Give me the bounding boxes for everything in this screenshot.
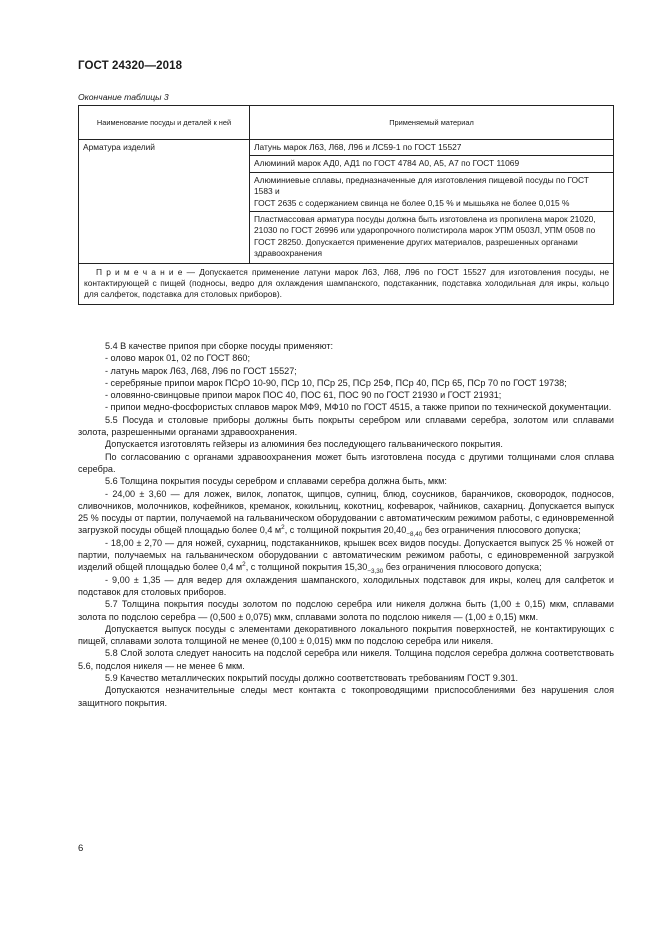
column-header-material: Применяемый материал bbox=[250, 106, 614, 140]
text-run: , с толщиной покрытия 20,40 bbox=[284, 525, 407, 536]
list-item bbox=[78, 537, 614, 574]
text-run: - 18,00 ± 2,70 — для ножей, сухарниц, подстаканников, крышек всех видов посуды. Допускается выпуск 25 % ножей от партии, получаемых на гальваническом оборудовании с автоматическим режимом работы, с единовременной загрузкой изделий общей площадью более 0,4 м bbox=[78, 537, 614, 573]
document-body bbox=[78, 340, 614, 709]
table-note-row bbox=[79, 263, 614, 304]
text-run: - 24,00 ± 3,60 — для ложек, вилок, лопаток, щипцов, супниц, блюд, соусников, баранчиков, сковородок, подносов, сливочников, молочников, кофейников, креманок, кокильниц, кокотниц, кофеварок, чайников, сахарниц. Допускается выпуск 25 % посуды от партии, получаемой на гальваническом оборудовании с автоматическим режимом работы, с единовременной загрузкой посуды общей площадью более 0,4 м bbox=[78, 488, 614, 536]
materials-table bbox=[78, 105, 614, 305]
subscript: −3,30 bbox=[367, 568, 384, 576]
paragraph: Допускается выпуск посуды с элементами декоративного локального покрытия поверхностей, не контактирующих с пищей, сплавами золота толщиной не менее (0,100 ± 0,015) мкм по подслою серебра или никеля. bbox=[78, 623, 614, 647]
item-name-cell: Арматура изделий bbox=[79, 140, 250, 264]
material-cell: Латунь марок Л63, Л68, Л96 и ЛС59-1 по ГОСТ 15527 bbox=[250, 140, 614, 156]
table-note bbox=[79, 263, 614, 304]
list-item: - олово марок 01, 02 по ГОСТ 860; bbox=[105, 353, 250, 364]
note-text: — Допускается применение латуни марок Л63, Л68, Л96 по ГОСТ 15527 для изготовления посуды, не контактирующей с пищей (подносы, ведро для охлаждения шампанского, подстаканник, подставка холодильная для икры, кольцо для салфеток, подставка для столовых приборов). bbox=[84, 266, 609, 300]
subscript: −8,40 bbox=[406, 531, 423, 539]
table-caption: Окончание таблицы 3 bbox=[78, 92, 169, 102]
text-run: , с толщиной покрытия 15,30 bbox=[245, 562, 368, 573]
text-run: без ограничения плюсового допуска; bbox=[383, 562, 542, 573]
section-5-4: 5.4 В качестве припоя при сборке посуды применяют: bbox=[105, 341, 334, 351]
note-label: П р и м е ч а н и е bbox=[96, 266, 183, 277]
material-cell bbox=[250, 172, 614, 211]
section-5-7: 5.7 Толщина покрытия посуды золотом по подслою серебра или никеля должна быть (1,00 ± 0,15) мкм, сплавами золота по подслою серебра — (0,500 ± 0,075) мкм, сплавами золота по подслою никеля — (1,00 ± 0,15) мкм. bbox=[78, 599, 614, 622]
list-item: - оловянно-свинцовые припои марок ПОС 40, ПОС 61, ПОС 90 по ГОСТ 21930 и ГОСТ 21931; bbox=[105, 390, 502, 401]
paragraph: По согласованию с органами здравоохранения может быть изготовлена посуда с другими толщинами слоя сплава серебра. bbox=[78, 451, 614, 474]
material-line: Алюминиевые сплавы, предназначенные для изготовления пищевой посуды по ГОСТ 1583 и bbox=[254, 174, 589, 197]
section-5-6: 5.6 Толщина покрытия посуды серебром и сплавами серебра должна быть, мкм: bbox=[105, 476, 447, 487]
list-item: - латунь марок Л63, Л68, Л96 по ГОСТ 15527; bbox=[105, 365, 297, 376]
list-item: - серебряные припои марок ПСрО 10-90, ПСр 10, ПСр 25, ПСр 25Ф, ПСр 40, ПСр 65, ПСр 70 по ГОСТ 19738; bbox=[105, 377, 567, 388]
superscript: 2 bbox=[281, 524, 285, 532]
material-cell: Пластмассовая арматура посуды должна быть изготовлена из пропилена марок 21020, 21030 по ГОСТ 26996 или ударопрочного полистирола марок УПМ 0503Л, УПМ 0508 по ГОСТ 28250. Допускается применение других материалов, разрешенных органами здравоохранения bbox=[250, 212, 614, 264]
list-item: - 9,00 ± 1,35 — для ведер для охлаждения шампанского, холодильных подставок для икры, колец для салфеток и подставок для столовых приборов. bbox=[78, 574, 614, 597]
superscript: 2 bbox=[242, 561, 246, 569]
table-row bbox=[79, 140, 614, 156]
section-5-9: 5.9 Качество металлических покрытий посуды должно соответствовать требованиям ГОСТ 9.301. bbox=[105, 673, 519, 684]
list-item: - припои медно-фосфористых сплавов марок МФ9, МФ10 по ГОСТ 4515, а также припои по технической документации. bbox=[105, 402, 612, 413]
text-run: без ограничения плюсового допуска; bbox=[422, 525, 581, 536]
paragraph: Допускается изготовлять гейзеры из алюминия без последующего гальванического покрытия. bbox=[105, 439, 503, 450]
material-line: ГОСТ 2635 с содержанием свинца не более 0,15 % и мышьяка не более 0,015 % bbox=[254, 197, 570, 208]
page-number: 6 bbox=[78, 843, 84, 854]
list-item bbox=[78, 488, 614, 537]
column-header-item-name: Наименование посуды и деталей к ней bbox=[79, 106, 250, 140]
document-header-title: ГОСТ 24320—2018 bbox=[78, 60, 183, 72]
section-5-8: 5.8 Слой золота следует наносить на подслой серебра или никеля. Толщина подслоя серебра должна соответствовать 5.6, подслоя никеля — не менее 6 мкм. bbox=[78, 648, 614, 671]
material-cell: Алюминий марок АД0, АД1 по ГОСТ 4784 А0, А5, А7 по ГОСТ 11069 bbox=[250, 156, 614, 172]
paragraph: Допускаются незначительные следы мест контакта с токопроводящими приспособлениями без нарушения слоя защитного покрытия. bbox=[78, 685, 614, 708]
section-5-5: 5.5 Посуда и столовые приборы должны быть покрыты серебром или сплавами серебра, золотом или сплавами золота, разрешенными органами здравоохранения. bbox=[78, 414, 614, 438]
table-header-row bbox=[79, 106, 614, 140]
